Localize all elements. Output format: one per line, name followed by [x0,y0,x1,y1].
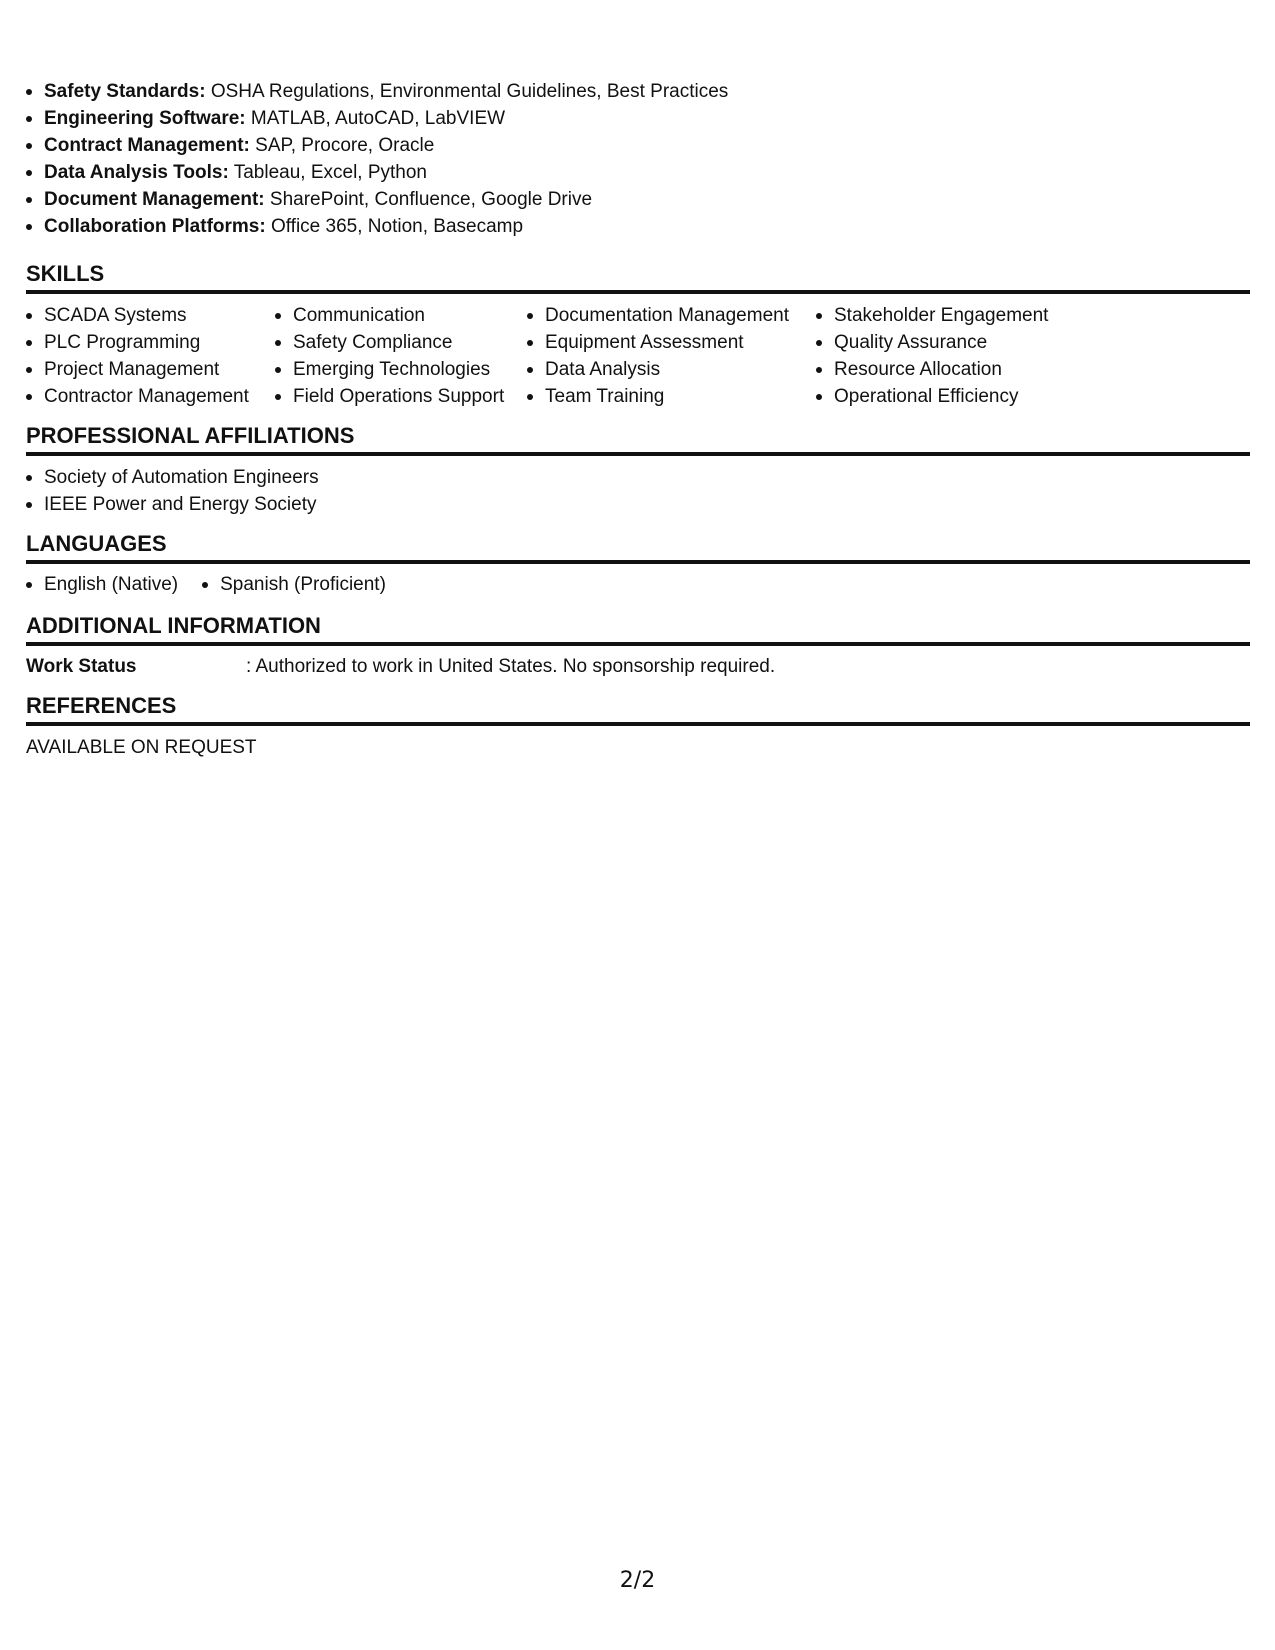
skill-item: Team Training [527,383,816,410]
tool-category-value: MATLAB, AutoCAD, LabVIEW [250,108,506,129]
languages-list [26,571,1250,598]
skills-heading: SKILLS [26,260,1250,294]
work-status-row [26,653,1250,680]
work-status-value: : Authorized to work in United States. No sponsorship required. [246,656,776,677]
list-item [26,186,1250,213]
tool-category-value: Tableau, Excel, Python [233,162,428,183]
skill-item: Operational Efficiency [816,383,1116,410]
skill-item: Stakeholder Engagement [816,302,1116,329]
tools-list [26,78,1250,240]
tool-category-value: SAP, Procore, Oracle [255,135,435,156]
skill-item: Project Management [26,356,275,383]
affiliation-item: IEEE Power and Energy Society [26,491,1250,518]
language-item: English (Native) [26,571,178,598]
references-text: AVAILABLE ON REQUEST [26,737,257,758]
skill-item: SCADA Systems [26,302,275,329]
skill-item: Data Analysis [527,356,816,383]
tool-category-label: Data Analysis Tools: [44,162,229,183]
tool-category-label: Collaboration Platforms: [44,216,266,237]
language-item: Spanish (Proficient) [202,571,386,598]
tool-category-label: Contract Management: [44,135,250,156]
skill-item: Quality Assurance [816,329,1116,356]
tool-category-label: Document Management: [44,189,265,210]
skills-column [527,302,816,410]
list-item [26,213,1250,240]
affiliations-heading: PROFESSIONAL AFFILIATIONS [26,422,1250,456]
skill-item: Contractor Management [26,383,275,410]
page-number: 2/2 [619,1568,656,1593]
skill-item: Equipment Assessment [527,329,816,356]
tool-category-value: SharePoint, Confluence, Google Drive [269,189,593,210]
list-item [26,105,1250,132]
list-item [26,132,1250,159]
tool-category-label: Safety Standards: [44,81,206,102]
skill-item: Documentation Management [527,302,816,329]
skill-item: Field Operations Support [275,383,527,410]
references-heading: REFERENCES [26,692,1250,726]
work-status-label: Work Status [26,656,137,677]
additional-info-heading: ADDITIONAL INFORMATION [26,612,1250,646]
skill-item: Emerging Technologies [275,356,527,383]
affiliations-list [26,464,1250,518]
skill-item: Communication [275,302,527,329]
tool-category-value: Office 365, Notion, Basecamp [270,216,524,237]
languages-heading: LANGUAGES [26,530,1250,564]
skills-grid [26,302,1250,410]
skills-column [275,302,527,410]
skill-item: PLC Programming [26,329,275,356]
list-item [26,78,1250,105]
list-item [26,159,1250,186]
affiliation-item: Society of Automation Engineers [26,464,1250,491]
resume-page [26,78,1250,761]
tool-category-value: OSHA Regulations, Environmental Guidelines, Best Practices [210,81,729,102]
tool-category-label: Engineering Software: [44,108,246,129]
skill-item: Safety Compliance [275,329,527,356]
skills-column [26,302,275,410]
skills-column [816,302,1116,410]
skill-item: Resource Allocation [816,356,1116,383]
